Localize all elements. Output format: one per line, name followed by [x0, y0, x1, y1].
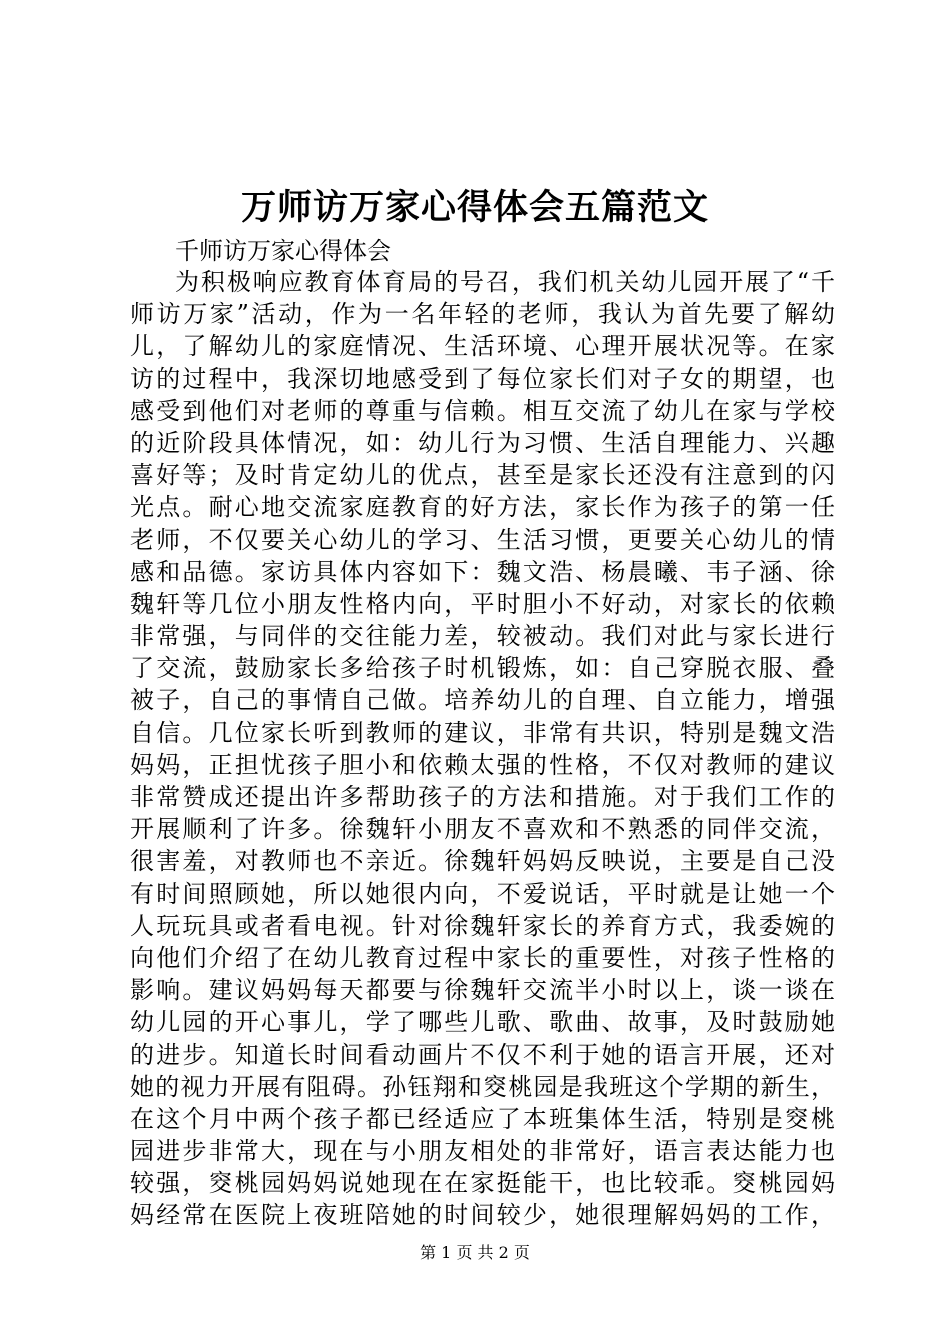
- body-line: 老师，不仅要关心幼儿的学习、生活习惯，更要关心幼儿的情: [130, 525, 835, 554]
- body-line: 幼儿园的开心事儿，学了哪些儿歌、歌曲、故事，及时鼓励她: [130, 1008, 835, 1037]
- body-line: 魏轩等几位小朋友性格内向，平时胆小不好动，对家长的依赖: [130, 589, 835, 618]
- body-line: 有时间照顾她，所以她很内向，不爱说话，平时就是让她一个: [130, 879, 835, 908]
- body-line: 儿，了解幼儿的家庭情况、生活环境、心理开展状况等。在家: [130, 332, 835, 361]
- body-line: 被子，自己的事情自己做。培养幼儿的自理、自立能力，增强: [130, 686, 835, 715]
- body-line: 的进步。知道长时间看动画片不仅不利于她的语言开展，还对: [130, 1040, 835, 1069]
- body-line: 为积极响应教育体育局的号召，我们机关幼儿园开展了“千: [175, 268, 835, 296]
- body-line: 妈经常在医院上夜班陪她的时间较少，她很理解妈妈的工作，: [130, 1201, 835, 1230]
- body-line: 非常强，与同伴的交往能力差，较被动。我们对此与家长进行: [130, 622, 835, 651]
- body-line: 人玩玩具或者看电视。针对徐魏轩家长的养育方式，我委婉的: [130, 911, 835, 940]
- body-line: 在这个月中两个孩子都已经适应了本班集体生活，特别是窔桃: [130, 1104, 835, 1133]
- body-line: 开展顺利了许多。徐魏轩小朋友不喜欢和不熟悉的同伴交流，: [130, 815, 835, 844]
- page-number-footer: 第 1 页 共 2 页: [420, 1243, 530, 1262]
- body-line: 师访万家”活动，作为一名年轻的老师，我认为首先要了解幼: [130, 300, 835, 329]
- document-subtitle: 千师访万家心得体会: [175, 237, 391, 265]
- body-line: 的近阶段具体情况，如：幼儿行为习惯、生活自理能力、兴趣: [130, 428, 835, 457]
- body-line: 非常赞成还提出许多帮助孩子的方法和措施。对于我们工作的: [130, 783, 835, 811]
- body-line: 自信。几位家长听到教师的建议，非常有共识，特别是魏文浩: [130, 718, 835, 747]
- body-line: 喜好等；及时肯定幼儿的优点，甚至是家长还没有注意到的闪: [130, 461, 835, 490]
- body-line: 较强，窔桃园妈妈说她现在在家挺能干，也比较乖。窔桃园妈: [130, 1169, 835, 1198]
- document-body: [130, 266, 835, 1232]
- body-line: 妈妈，正担忧孩子胆小和依赖太强的性格，不仅对教师的建议: [130, 750, 835, 779]
- document-title: 万师访万家心得体会五篇范文: [240, 187, 709, 228]
- body-line: 光点。耐心地交流家庭教育的好方法，家长作为孩子的第一任: [130, 493, 835, 522]
- body-line: 访的过程中，我深切地感受到了每位家长们对子女的期望，也: [130, 364, 835, 393]
- body-line: 她的视力开展有阻碍。孙钰翔和窔桃园是我班这个学期的新生，: [130, 1072, 835, 1101]
- body-line: 很害羞，对教师也不亲近。徐魏轩妈妈反映说，主要是自己没: [130, 847, 835, 876]
- body-line: 园进步非常大，现在与小朋友相处的非常好，语言表达能力也: [130, 1137, 835, 1166]
- body-line: 感和品德。家访具体内容如下：魏文浩、杨晨曦、韦子涵、徐: [130, 557, 835, 586]
- body-line: 了交流，鼓励家长多给孩子时机锻炼，如：自己穿脱衣服、叠: [130, 654, 835, 683]
- body-line: 影响。建议妈妈每天都要与徐魏轩交流半小时以上，谈一谈在: [130, 976, 835, 1005]
- body-line: 感受到他们对老师的尊重与信赖。相互交流了幼儿在家与学校: [130, 396, 835, 425]
- body-line: 向他们介绍了在幼儿教育过程中家长的重要性，对孩子性格的: [130, 943, 835, 972]
